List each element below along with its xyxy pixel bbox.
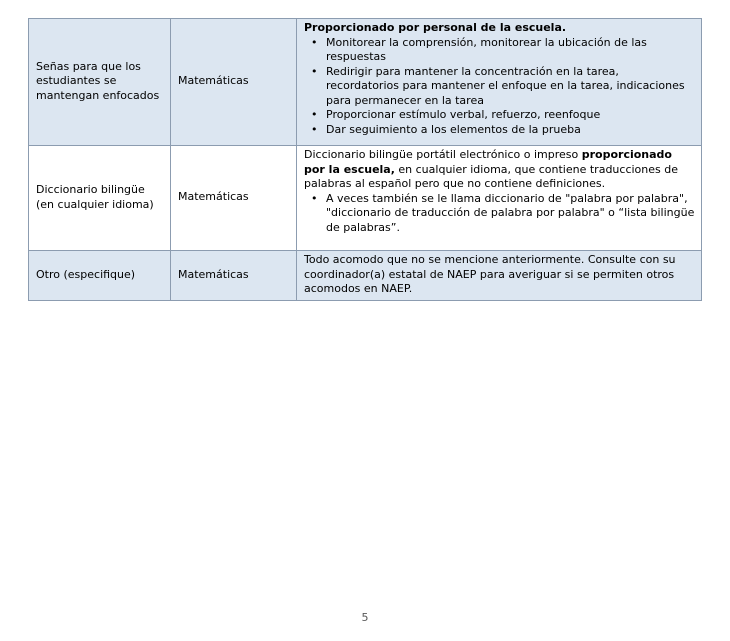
bullet-item: • Dar seguimiento a los elementos de la prueba — [304, 123, 695, 138]
description-cell — [297, 19, 702, 146]
accommodation-name-cell: Señas para que los estudiantes se mantengan enfocados — [29, 19, 171, 146]
bullet-item: • A veces también se le llama diccionario de "palabra por palabra", "diccionario de traducción de palabra por palabra" o “lista bilingüe de palabras”. — [304, 192, 695, 236]
accommodations-table — [28, 18, 702, 301]
bullet-item: • Redirigir para mantener la concentración en la tarea, recordatorios para mantener el enfoque en la tarea, indicaciones para permanecer en la tarea — [304, 65, 695, 109]
description-cell — [297, 146, 702, 251]
subject-cell: Matemáticas — [171, 251, 297, 301]
description-text: Diccionario bilingüe portátil electrónico o impreso — [304, 148, 582, 161]
page-number: 5 — [361, 611, 369, 624]
description-paragraph: Todo acomodo que no se mencione anteriormente. Consulte con su coordinador(a) estatal de NAEP para averiguar si se permiten otros acomodos en NAEP. — [304, 253, 676, 296]
description-paragraph — [304, 148, 695, 192]
description-text: en cualquier idioma, que contiene traducciones de palabras al español pero que no contiene definiciones. — [304, 162, 678, 191]
bullet-item: • Proporcionar estímulo verbal, refuerzo, reenfoque — [304, 108, 695, 123]
description-bold-text: proporcionado por la escuela, — [304, 148, 672, 176]
subject-cell: Matemáticas — [171, 19, 297, 146]
accommodation-name-cell: Otro (especifique) — [29, 251, 171, 301]
accommodation-name-cell: Diccionario bilingüe (en cualquier idioma) — [29, 146, 171, 251]
table-row — [29, 146, 702, 251]
bullet-list — [304, 36, 695, 138]
provided-by-school-heading: Proporcionado por personal de la escuela. — [304, 21, 567, 34]
table-row — [29, 251, 702, 301]
description-cell — [297, 251, 702, 301]
subject-cell: Matemáticas — [171, 146, 297, 251]
table-row — [29, 19, 702, 146]
bullet-list — [304, 192, 695, 236]
bullet-item: • Monitorear la comprensión, monitorear la ubicación de las respuestas — [304, 36, 695, 65]
